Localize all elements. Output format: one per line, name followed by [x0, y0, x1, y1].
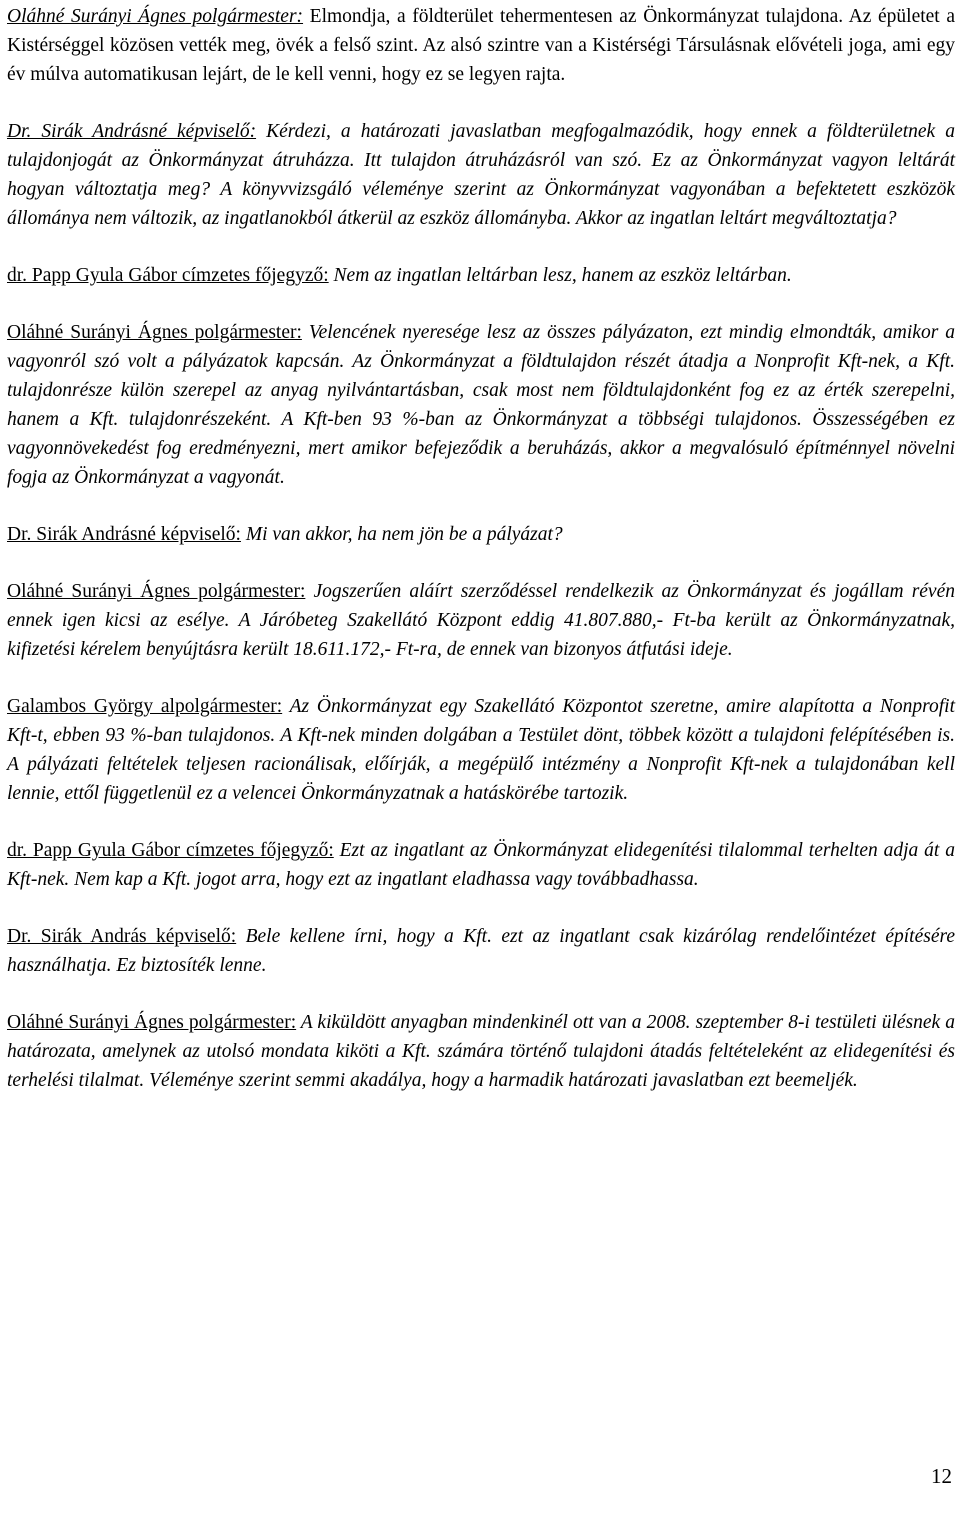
speaker-name: dr. Papp Gyula Gábor címzetes főjegyző: [7, 840, 334, 861]
speaker-name: Oláhné Surányi Ágnes polgármester: [7, 322, 302, 343]
paragraph-8 [7, 836, 955, 894]
speaker-name: Dr. Sirák Andrásné képviselő: [7, 121, 257, 142]
speaker-name: Dr. Sirák András képviselő: [7, 926, 237, 947]
page-number: 12 [931, 1464, 952, 1488]
paragraph-5 [7, 520, 955, 549]
paragraph-text: Jogszerűen aláírt szerződéssel rendelkezik az Önkormányzat és jogállam révén ennek igen kicsi az esélye. A Járóbeteg Szakellátó Központ eddig 41.807.880,- Ft-ba került az Önkormányzatnak, kifizetési kérelem benyújtásra került 18.611.172,- Ft-ra, de ennek van bizonyos átfutási ideje. [7, 581, 955, 660]
paragraph-3 [7, 261, 955, 290]
speaker-name: dr. Papp Gyula Gábor címzetes főjegyző: [7, 265, 329, 286]
paragraph-text: Velencének nyeresége lesz az összes pályázaton, ezt mindig elmondták, amikor a vagyonról szó volt a pályázatok kapcsán. Az Önkormányzat a földtulajdon részét átadja a Nonprofit Kft-nek, a Kft. tulajdonrésze külön szerepel az anyag nyilvántartásban, csak most nem földtulajdonként fog ez az érték szerepelni, hanem a Kft. tulajdonrészeként. A Kft-ben 93 %-ban az Önkormányzat a többségi tulajdonos. Összességében ez vagyonnövekedést fog eredményezni, mert amikor befejeződik a beruházás, akkor a megvalósuló építménnyel növelni fogja az Önkormányzat a vagyonát. [7, 322, 955, 488]
paragraph-text: Ezt az ingatlant az Önkormányzat elidegenítési tilalommal terhelten adja át a Kft-nek. Nem kap a Kft. jogot arra, hogy ezt az ingatlant eladhassa vagy továbbadhassa. [7, 840, 955, 890]
paragraph-text: Bele kellene írni, hogy a Kft. ezt az ingatlant csak kizárólag rendelőintézet építésére használhatja. Ez biztosíték lenne. [7, 926, 955, 976]
paragraph-1 [7, 2, 955, 89]
paragraph-text: Az Önkormányzat egy Szakellátó Központot szeretne, amire alapította a Nonprofit Kft-t, ebben 93 %-ban tulajdonos. A Kft-nek minden dolgában a Testület dönt, többek között a tulajdoni felépítésében is. A pályázati feltételek teljesen racionálisak, előírják, a megépülő intézmény a Nonprofit Kft-nek a tulajdonában kell lennie, ettől függetlenül ez a velencei Önkormányzatnak a hatáskörébe tartozik. [7, 696, 955, 804]
paragraph-10 [7, 1008, 955, 1095]
paragraph-4 [7, 318, 955, 492]
paragraph-text: Elmondja, a földterület tehermentesen az Önkormányzat tulajdona. Az épületet a Kistérséggel közösen vették meg, övék a felső szint. Az alsó szintre van a Kistérségi Társulásnak elővételi joga, ami egy év múlva automatikusan lejárt, de le kell venni, hogy ez se legyen rajta. [7, 6, 955, 85]
speaker-name: Galambos György alpolgármester: [7, 696, 283, 717]
speaker-name: Oláhné Surányi Ágnes polgármester: [7, 1012, 297, 1033]
paragraph-9 [7, 922, 955, 980]
speaker-name: Oláhné Surányi Ágnes polgármester: [7, 581, 306, 602]
speaker-name: Oláhné Surányi Ágnes polgármester: [7, 6, 304, 27]
paragraph-text: A kiküldött anyagban mindenkinél ott van a 2008. szeptember 8-i testületi ülésnek a határozata, amelynek az utolsó mondata kiköti a Kft. számára történő tulajdoni átadás feltételeként az elidegenítési és terhelési tilalmat. Véleménye szerint semmi akadálya, hogy a harmadik határozati javaslatban ezt beemeljék. [7, 1012, 955, 1091]
paragraph-text: Mi van akkor, ha nem jön be a pályázat? [240, 524, 563, 545]
paragraph-6 [7, 577, 955, 664]
document-page [7, 2, 955, 1123]
speaker-name: Dr. Sirák Andrásné képviselő: [7, 524, 241, 545]
paragraph-text: Nem az ingatlan leltárban lesz, hanem az eszköz leltárban. [328, 265, 792, 286]
paragraph-7 [7, 692, 955, 808]
paragraph-text: Kérdezi, a határozati javaslatban megfogalmazódik, hogy ennek a földterületnek a tulajdonjogát az Önkormányzat átruházza. Itt tulajdon átruházásról van szó. Ez az Önkormányzat vagyon leltárát hogyan változtatja meg? A könyvvizsgáló véleménye szerint az Önkormányzat vagyonában a befektetett eszközök állománya nem változik, az ingatlanokból átkerül az eszköz állományba. Akkor az ingatlan leltárt megváltoztatja? [7, 121, 955, 229]
paragraph-2 [7, 117, 955, 233]
